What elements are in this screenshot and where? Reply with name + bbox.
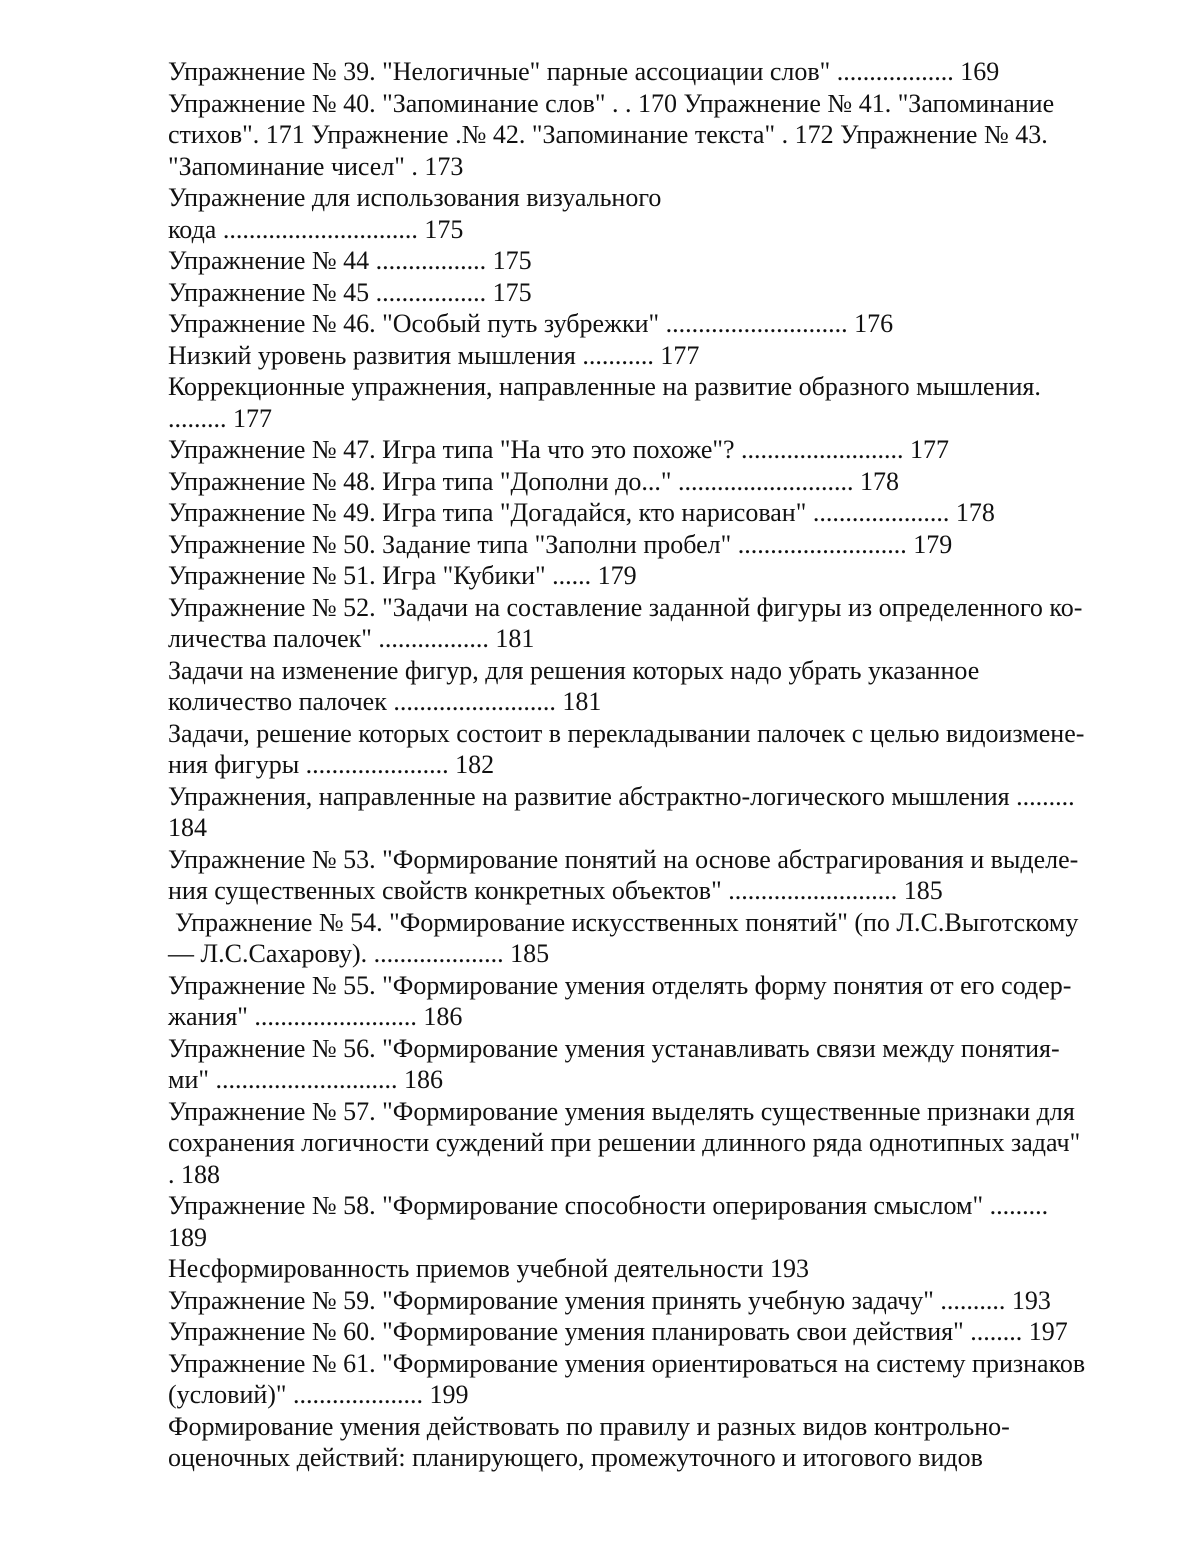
toc-line: Упражнение № 44 ................. 175 bbox=[168, 246, 532, 275]
toc-line: Упражнение № 40. "Запоминание слов" . . 170 Упражнение № 41. "Запоминание bbox=[168, 88, 1055, 118]
toc-line: оценочных действий: планирующего, промежуточного и итогового видов bbox=[168, 1443, 983, 1472]
toc-line: Задачи, решение которых состоит в перекладывании палочек с целью видоизмене- bbox=[168, 718, 1085, 748]
toc-line: Упражнение № 57. "Формирование умения выделять существенные признаки для bbox=[168, 1096, 1075, 1126]
toc-line: . 188 bbox=[168, 1159, 220, 1189]
toc-line: Коррекционные упражнения, направленные на развитие образного мышления. bbox=[168, 372, 1041, 401]
toc-line: Упражнение № 59. "Формирование умения принять учебную задачу" .......... 193 bbox=[168, 1285, 1051, 1315]
toc-line: стихов". 171 Упражнение .№ 42. "Запоминание текста" . 172 Упражнение № 43. bbox=[168, 120, 1048, 149]
toc-line: Упражнение № 46. "Особый путь зубрежки" ............................ 176 bbox=[168, 309, 894, 338]
toc-line: Упражнение № 39. "Нелогичные" парные ассоциации слов" .................. 169 bbox=[168, 57, 1000, 86]
toc-line: личества палочек" ................. 181 bbox=[168, 624, 535, 653]
toc-line: 184 bbox=[168, 813, 207, 842]
toc-line: сохранения логичности суждений при решении длинного ряда однотипных задач" bbox=[168, 1128, 1081, 1157]
toc-line: Низкий уровень развития мышления ........... 177 bbox=[168, 340, 700, 370]
toc-line: Упражнение № 45 ................. 175 bbox=[168, 277, 532, 307]
toc-line: жания" ......................... 186 bbox=[168, 1002, 463, 1031]
toc-line: (условий)" .................... 199 bbox=[168, 1380, 469, 1409]
toc-line: Упражнение № 51. Игра "Кубики" ...... 179 bbox=[168, 561, 637, 590]
toc-line: ми" ............................ 186 bbox=[168, 1065, 443, 1094]
toc-line: Упражнение № 50. Задание типа "Заполни пробел" .......................... 179 bbox=[168, 529, 953, 559]
toc-line: Упражнение № 49. Игра типа "Догадайся, кто нарисован" ..................... 178 bbox=[168, 498, 995, 527]
toc-line: Несформированность приемов учебной деятельности 193 bbox=[168, 1254, 809, 1283]
toc-line: 189 bbox=[168, 1222, 207, 1252]
toc-line: Упражнение № 58. "Формирование способности оперирования смыслом" ......... bbox=[168, 1191, 1049, 1220]
toc-line: ния фигуры ...................... 182 bbox=[168, 750, 495, 779]
toc-line: Упражнение № 47. Игра типа "На что это похоже"? ......................... 177 bbox=[168, 435, 950, 464]
toc-line: кода .............................. 175 bbox=[168, 214, 464, 244]
toc-line: Упражнение № 55. "Формирование умения отделять форму понятия от его содер- bbox=[168, 970, 1072, 1000]
toc-line: Формирование умения действовать по правилу и разных видов контрольно- bbox=[168, 1411, 1010, 1441]
toc-line: Упражнение № 53. "Формирование понятий на основе абстрагирования и выделе- bbox=[168, 844, 1079, 874]
toc-line: Упражнения, направленные на развитие абстрактно-логического мышления ......... bbox=[168, 781, 1075, 811]
toc-line: Упражнение № 56. "Формирование умения устанавливать связи между понятия- bbox=[168, 1033, 1060, 1063]
toc-line: Упражнение № 48. Игра типа "Дополни до..." ........................... 178 bbox=[168, 466, 899, 496]
toc-line: "Запоминание чисел" . 173 bbox=[168, 151, 464, 181]
table-of-contents bbox=[168, 56, 1148, 1474]
toc-line: Упражнение № 61. "Формирование умения ориентироваться на систему признаков bbox=[168, 1348, 1086, 1378]
toc-line: — Л.С.Сахарову). .................... 185 bbox=[168, 939, 550, 968]
toc-line: Задачи на изменение фигур, для решения которых надо убрать указанное bbox=[168, 655, 980, 685]
toc-line: ......... 177 bbox=[168, 403, 272, 433]
toc-line: количество палочек ......................... 181 bbox=[168, 687, 602, 716]
toc-line: Упражнение № 52. "Задачи на составление заданной фигуры из определенного ко- bbox=[168, 592, 1083, 622]
toc-line: ния существенных свойств конкретных объектов" .......................... 185 bbox=[168, 876, 943, 905]
toc-line: Упражнение для использования визуального bbox=[168, 183, 662, 212]
toc-line: Упражнение № 54. "Формирование искусственных понятий" (по Л.С.Выготскому bbox=[175, 907, 1079, 937]
toc-line: Упражнение № 60. "Формирование умения планировать свои действия" ........ 197 bbox=[168, 1317, 1068, 1346]
